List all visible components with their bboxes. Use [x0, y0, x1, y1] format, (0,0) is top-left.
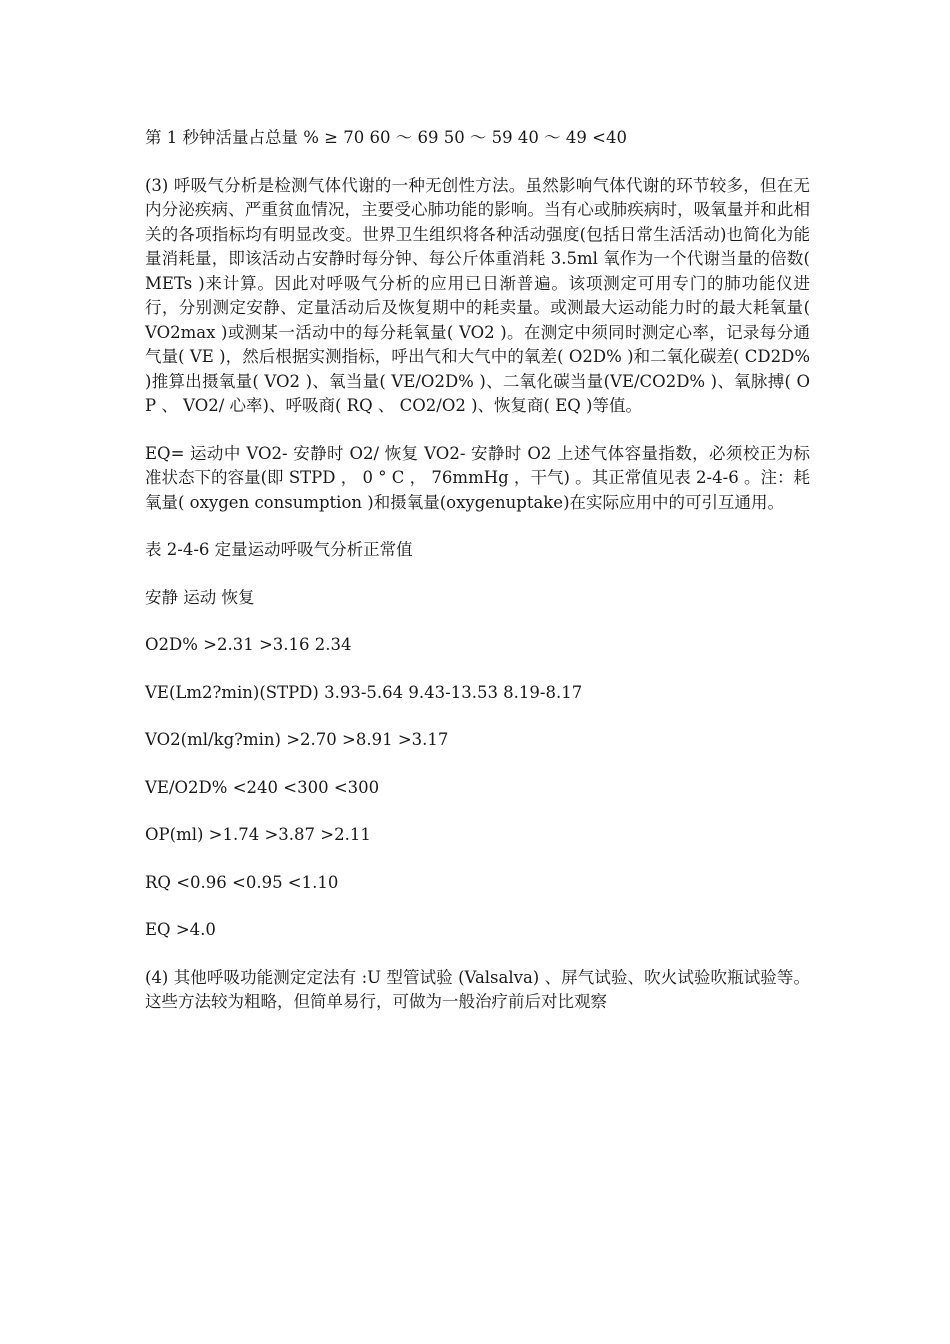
table-row: RQ <0.96 <0.95 <1.10 — [145, 872, 339, 892]
table-row: OP(ml) >1.74 >3.87 >2.11 — [145, 825, 371, 844]
document-page — [145, 126, 810, 1015]
table-row: 安静 运动 恢复 — [145, 587, 255, 607]
fev1-ratio-line: 第 1 秒钟活量占总量 % ≥ 70 60 ～ 69 50 ～ 59 40 ～ 49 <40 — [145, 128, 627, 147]
table-row: EQ >4.0 — [145, 920, 216, 939]
paragraph-eq-formula: EQ= 运动中 VO2- 安静时 O2/ 恢复 VO2- 安静时 O2 上述气体容量指数，必须校正为标准状态下的容量(即 STPD ， 0 ° C ， 76mmHg ，干气) 。其正常值见表 2-4-6 。注：耗氧量( oxygen consumption )和摄氧量(oxygenuptake)在实际应用中的可引互通用。 — [145, 443, 810, 512]
paragraph-respiratory-gas-analysis: (3) 呼吸气分析是检测气体代谢的一种无创性方法。虽然影响气体代谢的环节较多，但在无内分泌疾病、严重贫血情况，主要受心肺功能的影响。当有心或肺疾病时，吸氧量并和此相关的各项指标均有明显改变。世界卫生组织将各种活动强度(包括日常生活活动)也简化为能量消耗量，即该活动占安静时每分钟、每公斤体重消耗 3.5ml 氧作为一个代谢当量的倍数( METs )来计算。因此对呼吸气分析的应用已日渐普遍。该项测定可用专门的肺功能仪进行，分别测定安静、定量活动后及恢复期中的耗卖量。或测最大运动能力时的最大耗氧量( VO2max )或测某一活动中的每分耗氧量( VO2 )。在测定中须同时测定心率，记录每分通气量( VE )，然后根据实测指标，呼出气和大气中的氧差( O2D% )和二氧化碳差( CD2D% )推算出摄氧量( VO2 )、氧当量( VE/O2D% )、二氧化碳当量(VE/CO2D% )、氧脉搏( OP 、 VO2/ 心率)、呼吸商( RQ 、 CO2/O2 )、恢复商( EQ )等值。 — [145, 175, 810, 415]
paragraph-other-tests: (4) 其他呼吸功能测定定法有 :U 型管试验 (Valsalva) 、屏气试验、吹火试验吹瓶试验等。这些方法较为粗略，但简单易行，可做为一般治疗前后对比观察 — [145, 967, 810, 1011]
table-row: O2D% >2.31 >3.16 2.34 — [145, 635, 352, 654]
table-row: VO2(ml/kg?min) >2.70 >8.91 >3.17 — [145, 730, 449, 749]
table-row: VE/O2D% <240 <300 <300 — [145, 777, 380, 797]
table-row: VE(Lm2?min)(STPD) 3.93-5.64 9.43-13.53 8.19-8.17 — [145, 682, 583, 702]
table-title: 表 2-4-6 定量运动呼吸气分析正常值 — [145, 540, 413, 559]
